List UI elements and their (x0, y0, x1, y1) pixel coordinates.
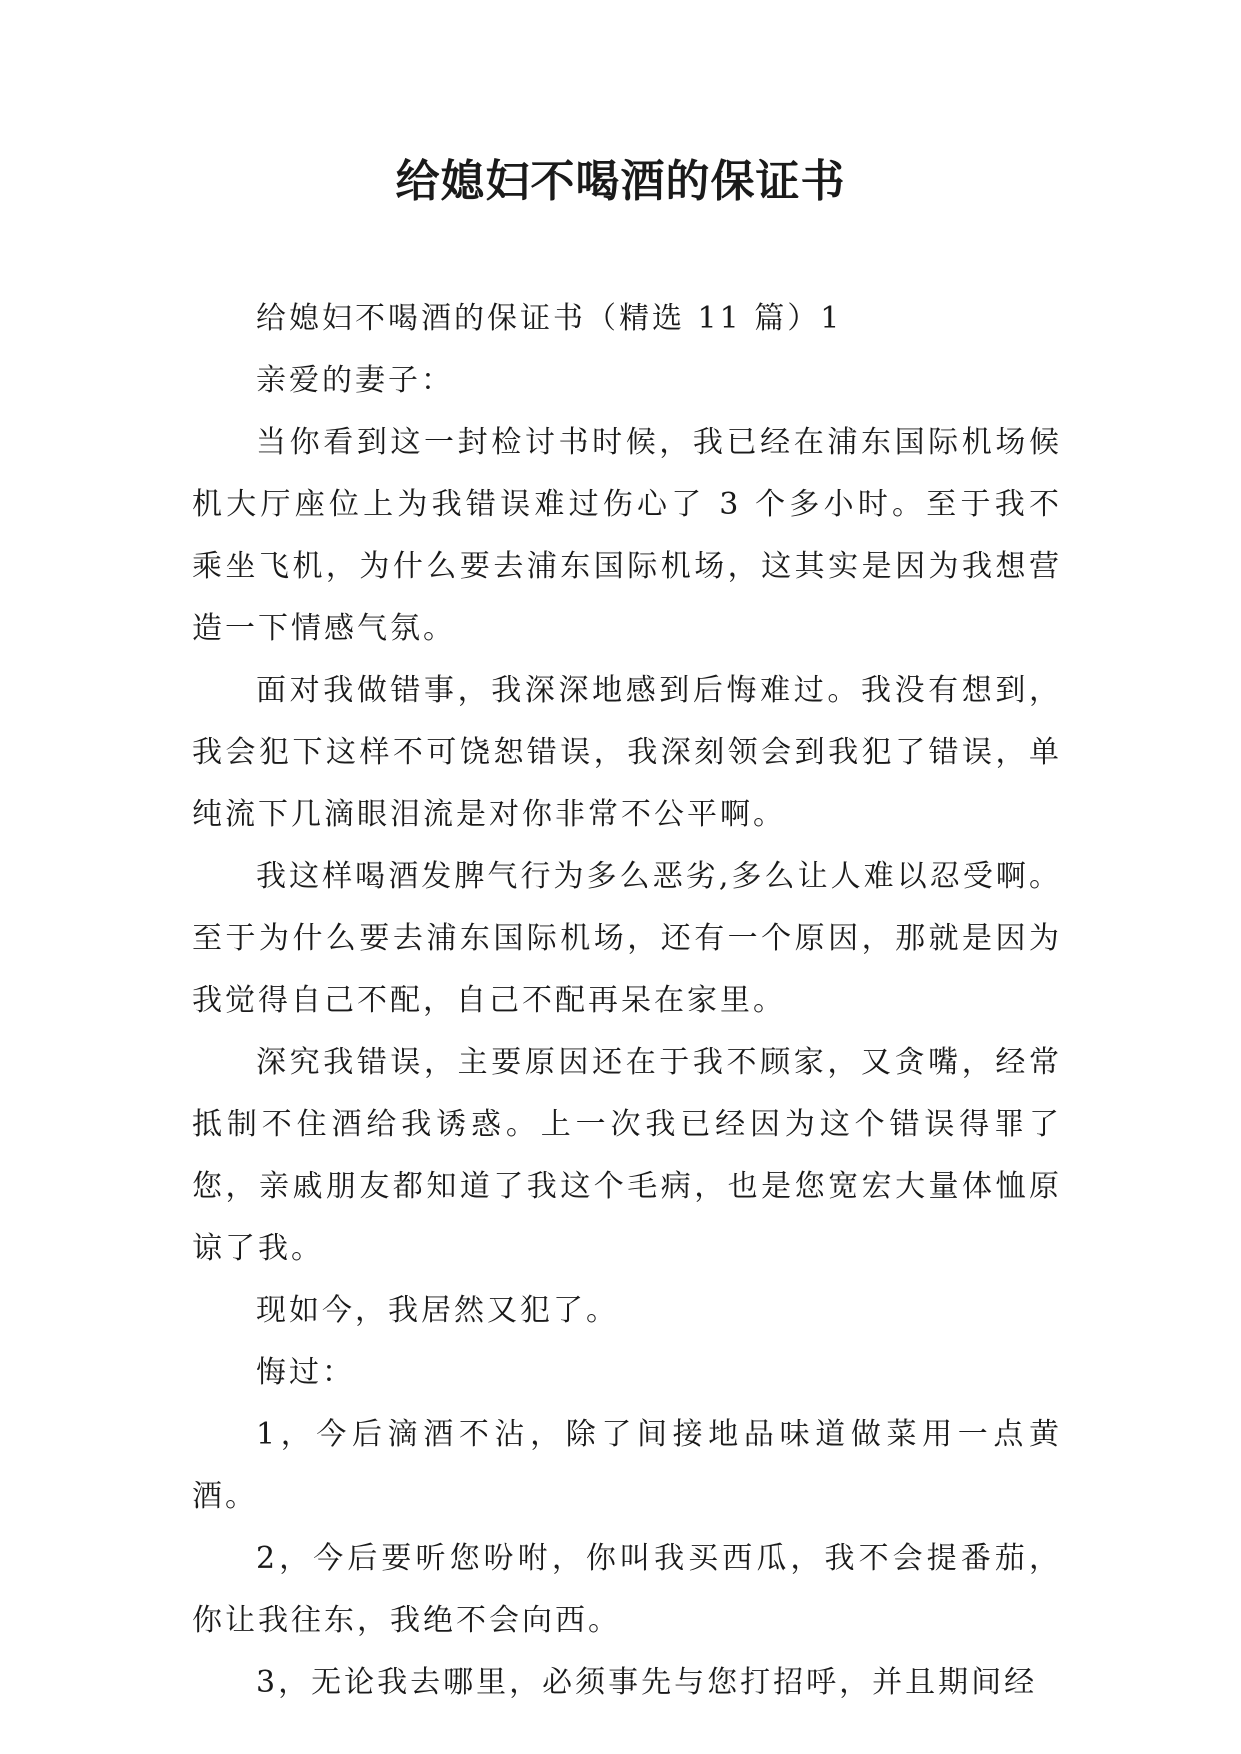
paragraph: 当你看到这一封检讨书时候，我已经在浦东国际机场候机大厅座位上为我错误难过伤心了 3 个多小时。至于我不乘坐飞机，为什么要去浦东国际机场，这其实是因为我想营造一下情感气氛。 (192, 425, 1062, 646)
document-body (192, 288, 1062, 1714)
paragraph: 面对我做错事，我深深地感到后悔难过。我没有想到，我会犯下这样不可饶恕错误，我深刻领会到我犯了错误，单纯流下几滴眼泪流是对你非常不公平啊。 (192, 673, 1062, 832)
list-item: 1，今后滴酒不沾，除了间接地品味道做菜用一点黄酒。 (192, 1417, 1062, 1514)
paragraph: 我这样喝酒发脾气行为多么恶劣,多么让人难以忍受啊。至于为什么要去浦东国际机场，还有一个原因，那就是因为我觉得自己不配，自己不配再呆在家里。 (192, 859, 1062, 1018)
paragraph: 现如今，我居然又犯了。 (256, 1293, 619, 1328)
list-item: 2，今后要听您吩咐，你叫我买西瓜，我不会提番茄，你让我往东，我绝不会向西。 (192, 1541, 1062, 1638)
paragraph-heading: 给媳妇不喝酒的保证书（精选 11 篇）1 (256, 301, 843, 336)
list-item: 3，无论我去哪里，必须事先与您打招呼，并且期间经 (256, 1665, 1038, 1700)
document-title: 给媳妇不喝酒的保证书 (395, 156, 846, 207)
paragraph-salutation: 亲爱的妻子： (256, 363, 454, 398)
paragraph-repentance-heading: 悔过： (256, 1355, 355, 1390)
paragraph: 深究我错误，主要原因还在于我不顾家，又贪嘴，经常抵制不住酒给我诱惑。上一次我已经因为这个错误得罪了您，亲戚朋友都知道了我这个毛病，也是您宽宏大量体恤原谅了我。 (192, 1045, 1062, 1266)
